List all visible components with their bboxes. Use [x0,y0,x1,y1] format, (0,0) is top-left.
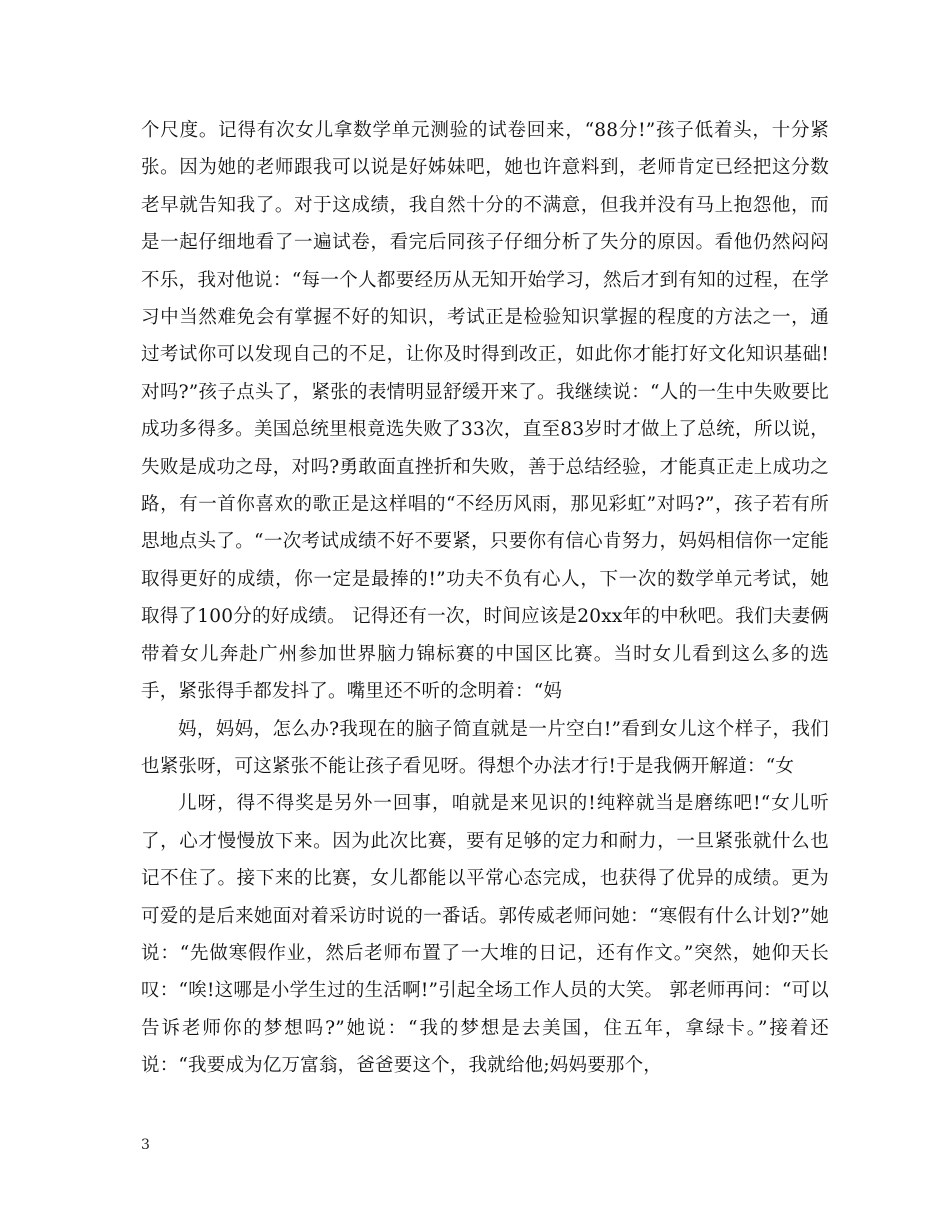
page-number: 3 [141,1137,150,1153]
paragraph-3: 儿呀，得不得奖是另外一回事，咱就是来见识的!纯粹就当是磨练吧!“女儿听了，心才慢慢放下来。因为此次比赛，要有足够的定力和耐力，一旦紧张就什么也记不住了。接下来的比赛，女儿都能以平常心态完成，也获得了优异的成绩。更为可爱的是后来她面对着采访时说的一番话。郭传威老师问她：“寒假有什么计划?”她说：“先做寒假作业，然后老师布置了一大堆的日记，还有作文。”突然，她仰天长叹：“唉!这哪是小学生过的生活啊!”引起全场工作人员的大笑。 郭老师再问：“可以告诉老师你的梦想吗?”她说：“我的梦想是去美国，住五年，拿绿卡。”接着还说：“我要成为亿万富翁，爸爸要这个，我就给他;妈妈要那个， [141,793,829,1077]
paragraph-2: 妈，妈妈，怎么办?我现在的脑子简直就是一片空白!”看到女儿这个样子，我们也紧张呀，可这紧张不能让孩子看见呀。得想个办法才行!于是我俩开解道：“女 [141,718,829,777]
document-body [141,112,829,1085]
paragraph-1: 个尺度。记得有次女儿拿数学单元测验的试卷回来，“88分!”孩子低着头，十分紧张。因为她的老师跟我可以说是好姊妹吧，她也许意料到，老师肯定已经把这分数老早就告知我了。对于这成绩，我自然十分的不满意，但我并没有马上抱怨他，而是一起仔细地看了一遍试卷，看完后同孩子仔细分析了失分的原因。看他仍然闷闷不乐，我对他说：“每一个人都要经历从无知开始学习，然后才到有知的过程，在学习中当然难免会有掌握不好的知识，考试正是检验知识掌握的程度的方法之一，通过考试你可以发现自己的不足，让你及时得到改正，如此你才能打好文化知识基础!对吗?”孩子点头了，紧张的表情明显舒缓开来了。我继续说：“人的一生中失败要比成功多得多。美国总统里根竟选失败了33次，直至83岁时才做上了总统，所以说，失败是成功之母，对吗?勇敢面直挫折和失败，善于总结经验，才能真正走上成功之路，有一首你喜欢的歌正是这样唱的“不经历风雨，那见彩虹”对吗?”，孩子若有所思地点头了。“一次考试成绩不好不要紧，只要你有信心肯努力，妈妈相信你一定能取得更好的成绩，你一定是最捧的!”功夫不负有心人，下一次的数学单元考试，她取得了100分的好成绩。 记得还有一次，时间应该是20xx年的中秋吧。我们夫妻俩带着女儿奔赴广州参加世界脑力锦标赛的中国区比赛。当时女儿看到这么多的选手，紧张得手都发抖了。嘴里还不听的念明着：“妈 [141,120,829,703]
